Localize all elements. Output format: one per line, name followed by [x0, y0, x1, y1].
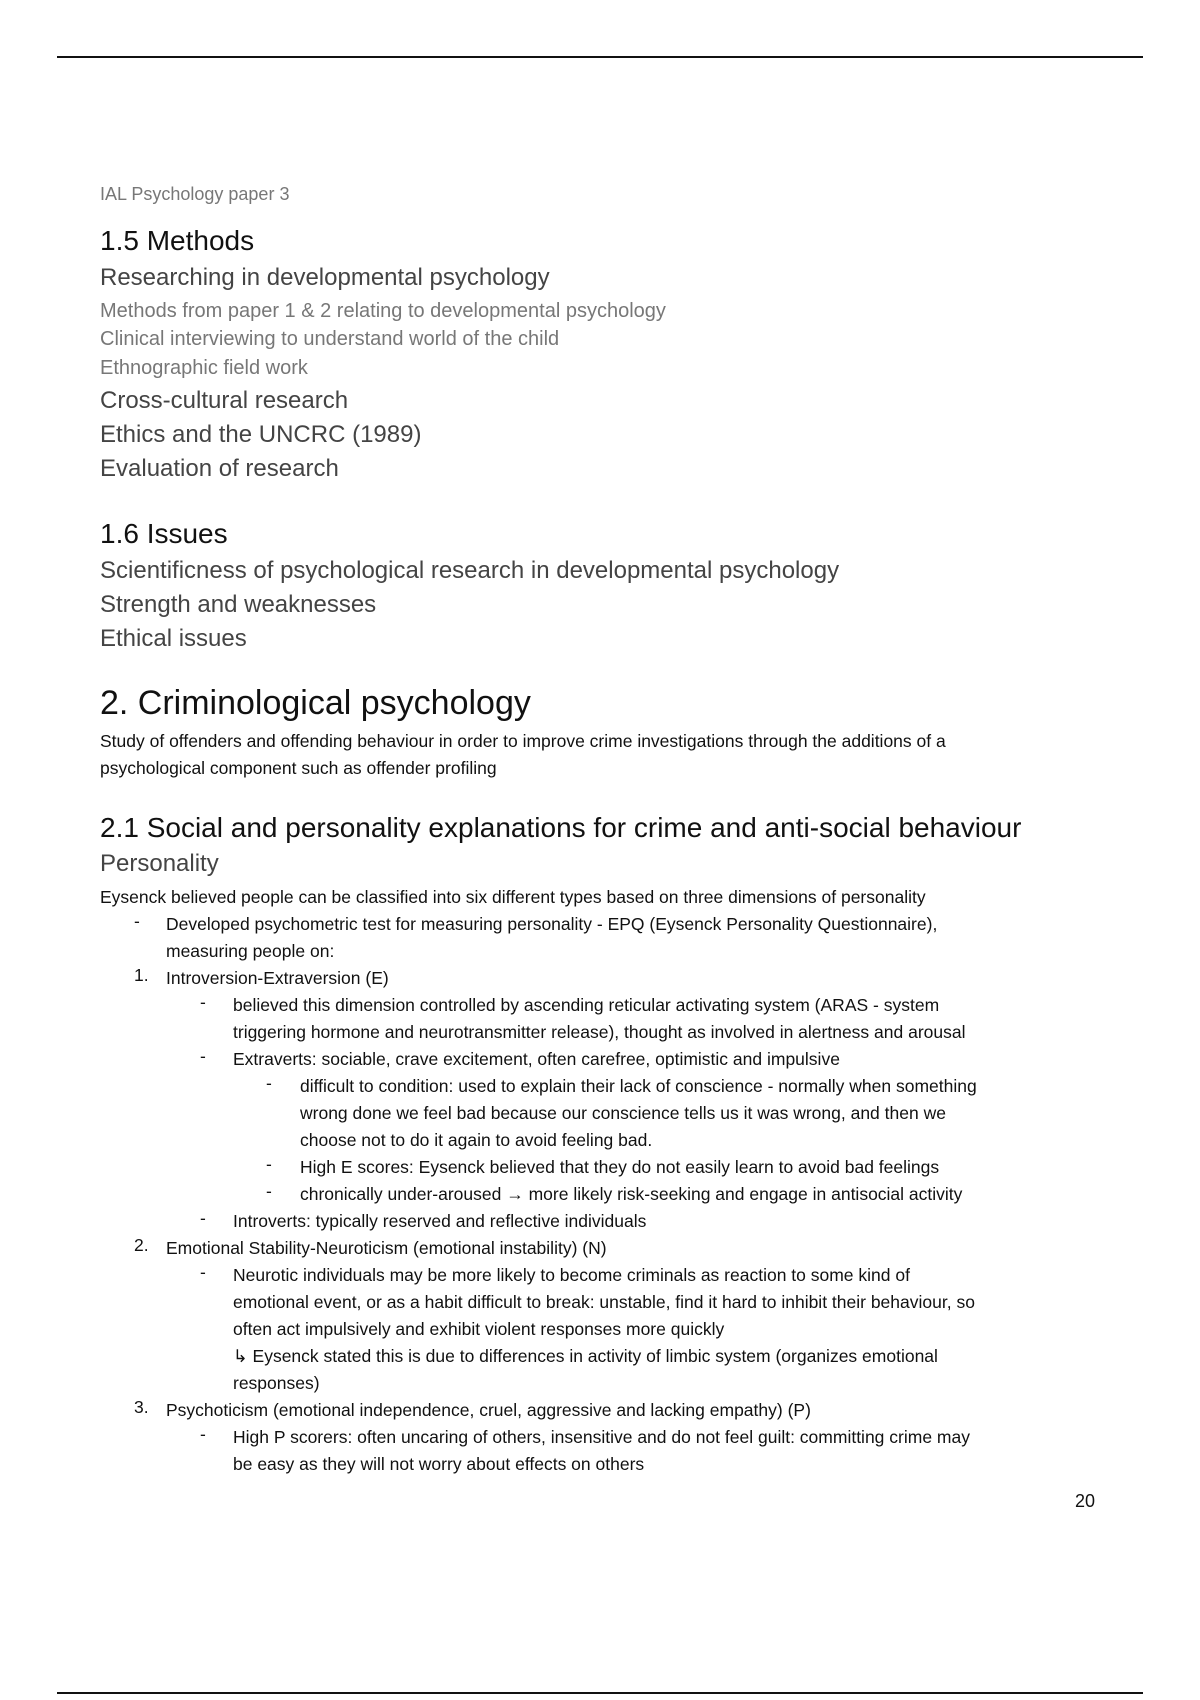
grey-item: Methods from paper 1 & 2 relating to developmental psychology — [100, 300, 666, 322]
numbered-item: Introversion-Extraversion (E) — [166, 968, 389, 988]
bullet-text: wrong done we feel bad because our conscience tells us it was wrong, and then we — [300, 1103, 946, 1123]
grey-item: Ethnographic field work — [100, 357, 308, 379]
bullet-text: chronically under-aroused → more likely risk-seeking and engage in antisocial activity — [300, 1184, 963, 1204]
bullet-text: difficult to condition: used to explain their lack of conscience - normally when something — [300, 1076, 977, 1096]
numbered-item: Emotional Stability-Neuroticism (emotional instability) (N) — [166, 1238, 607, 1258]
dash-bullet: - — [200, 992, 206, 1012]
section-1-5-subtitle: Researching in developmental psychology — [100, 264, 550, 291]
bullet-text: measuring people on: — [166, 941, 335, 961]
numbered-item: Psychoticism (emotional independence, cruel, aggressive and lacking empathy) (P) — [166, 1400, 811, 1420]
bullet-text: often act impulsively and exhibit violent responses more quickly — [233, 1319, 725, 1339]
dash-bullet: - — [200, 1208, 206, 1228]
list-item: Evaluation of research — [100, 455, 339, 482]
list-item: Ethical issues — [100, 625, 247, 652]
list-number: 1. — [134, 965, 149, 985]
section-2-intro-line-1: Study of offenders and offending behaviour in order to improve crime investigations through the additions of a — [100, 731, 946, 751]
dash-bullet: - — [200, 1424, 206, 1444]
bullet-text: responses) — [233, 1373, 320, 1393]
bullet-text: emotional event, or as a habit difficult to break: unstable, find it hard to inhibit their behaviour, so — [233, 1292, 975, 1312]
bullet-text: Neurotic individuals may be more likely to become criminals as reaction to some kind of — [233, 1265, 910, 1285]
dash-bullet: - — [266, 1181, 272, 1201]
grey-item: Clinical interviewing to understand world of the child — [100, 328, 560, 350]
bullet-text: ↳ Eysenck stated this is due to differences in activity of limbic system (organizes emotional — [233, 1346, 938, 1366]
section-2-intro-line-2: psychological component such as offender profiling — [100, 758, 497, 778]
list-number: 2. — [134, 1235, 149, 1255]
bullet-text: Developed psychometric test for measuring personality - EPQ (Eysenck Personality Questionnaire), — [166, 914, 938, 934]
lead-paragraph: Eysenck believed people can be classified into six different types based on three dimensions of personality — [100, 887, 926, 907]
bullet-text: High P scorers: often uncaring of others, insensitive and do not feel guilt: committing crime may — [233, 1427, 970, 1447]
section-2-1-title: 2.1 Social and personality explanations for crime and anti-social behaviour — [100, 812, 1022, 843]
dash-bullet: - — [134, 911, 140, 931]
top-rule — [57, 56, 1143, 58]
list-item: Strength and weaknesses — [100, 591, 377, 618]
list-item: Ethics and the UNCRC (1989) — [100, 421, 422, 448]
list-item: Cross-cultural research — [100, 387, 349, 414]
list-number: 3. — [134, 1397, 149, 1417]
bullet-text: High E scores: Eysenck believed that they do not easily learn to avoid bad feelings — [300, 1157, 940, 1177]
document-header: IAL Psychology paper 3 — [100, 184, 290, 204]
bullet-text: believed this dimension controlled by ascending reticular activating system (ARAS - system — [233, 995, 940, 1015]
dash-bullet: - — [200, 1262, 206, 1282]
page-number: 20 — [1075, 1491, 1096, 1511]
section-2-title: 2. Criminological psychology — [100, 684, 531, 722]
bullet-text: Introverts: typically reserved and reflective individuals — [233, 1211, 647, 1231]
dash-bullet: - — [266, 1154, 272, 1174]
list-item: Scientificness of psychological research in developmental psychology — [100, 557, 840, 584]
dash-bullet: - — [266, 1073, 272, 1093]
section-2-1-subtitle: Personality — [100, 850, 219, 877]
bullet-text: choose not to do it again to avoid feeling bad. — [300, 1130, 653, 1150]
section-1-6-title: 1.6 Issues — [100, 518, 228, 549]
dash-bullet: - — [200, 1046, 206, 1066]
bullet-text: Extraverts: sociable, crave excitement, often carefree, optimistic and impulsive — [233, 1049, 840, 1069]
bullet-text: be easy as they will not worry about effects on others — [233, 1454, 645, 1474]
bullet-text: triggering hormone and neurotransmitter release), thought as involved in alertness and arousal — [233, 1022, 966, 1042]
section-1-5-title: 1.5 Methods — [100, 225, 255, 256]
bottom-rule — [57, 1692, 1143, 1694]
